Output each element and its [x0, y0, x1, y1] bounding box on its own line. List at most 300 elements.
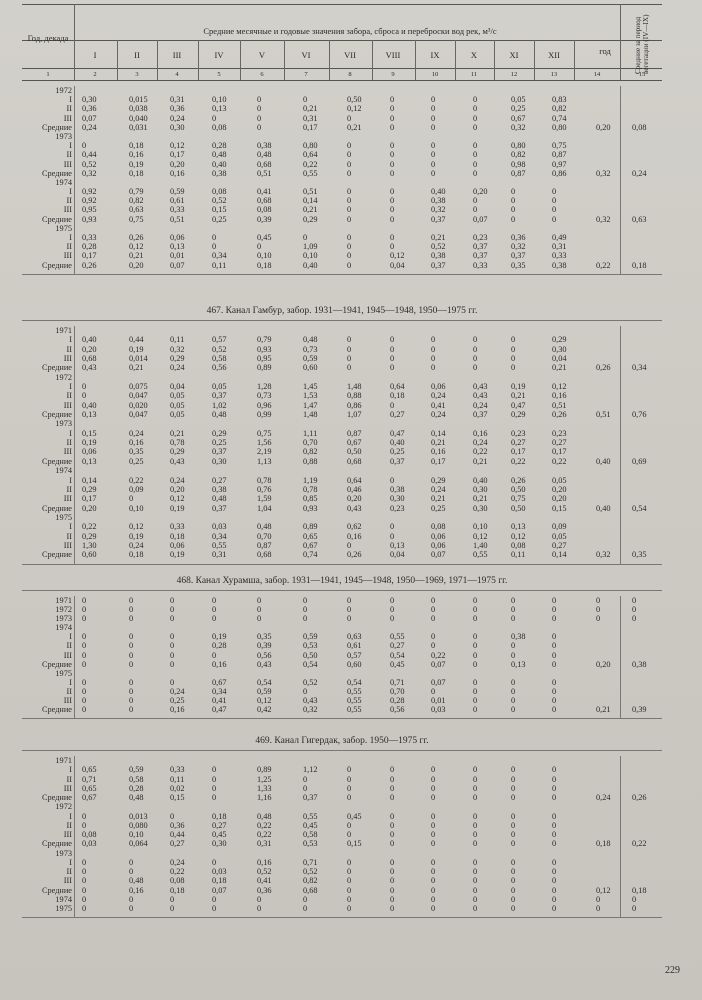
table-cell: 0,76	[632, 410, 647, 420]
table-cell: 0	[431, 774, 436, 784]
table-cell: 0	[431, 686, 436, 696]
table-cell: 0,12	[170, 141, 185, 151]
table-cell: 0,74	[552, 113, 567, 123]
table-cell: 0	[511, 793, 516, 802]
table-cell: 0	[473, 876, 478, 886]
table-cell: 0	[170, 641, 175, 651]
row-label: 1971	[55, 326, 72, 335]
table-cell: 0,48	[257, 150, 272, 160]
table-cell: 1,30	[82, 540, 97, 550]
table-cell: 0,24	[431, 484, 446, 494]
table-cell: 0,06	[431, 382, 446, 392]
table-cell: 0	[347, 793, 352, 802]
row-label: I	[69, 632, 72, 642]
table-cell: 0	[347, 774, 352, 784]
table-cell: 0,27	[212, 475, 227, 485]
table-cell: 0,015	[129, 95, 148, 105]
table-cell: 0	[129, 494, 134, 504]
table-cell: 0,52	[257, 867, 272, 876]
table-cell: 0,05	[511, 95, 526, 105]
table-cell: 0	[390, 522, 395, 532]
table-cell: 0,15	[82, 428, 97, 438]
table-cell: 0,29	[212, 428, 227, 438]
table-row	[22, 802, 662, 811]
row-label: I	[69, 428, 72, 438]
table-cell: 0,12	[596, 885, 611, 895]
row-label: Средние	[41, 793, 72, 802]
table-cell: 0	[303, 686, 308, 696]
table-cell: 0,29	[170, 447, 185, 457]
table-cell: 0	[390, 793, 395, 802]
row-label: Средние	[41, 214, 72, 224]
table-cell: 0	[212, 233, 217, 242]
table-cell: 0,52	[303, 867, 318, 876]
table-cell: 0,22	[129, 475, 144, 485]
table-cell: 0,99	[257, 410, 272, 420]
row-label: 1974	[55, 177, 72, 187]
table-cell: 0,24	[170, 686, 185, 696]
table-cell: 0,30	[552, 344, 567, 354]
table-row	[22, 696, 662, 705]
table-row	[22, 410, 662, 419]
table-cell: 0,075	[129, 382, 148, 392]
table-row	[22, 123, 662, 132]
table-cell: 0,21	[129, 363, 144, 373]
table-cell: 0	[390, 885, 395, 895]
table-cell: 0,37	[390, 456, 405, 466]
table-cell: 0	[431, 867, 436, 876]
table-row	[22, 438, 662, 447]
table-cell: 0,34	[632, 363, 647, 373]
table-cell: 0,58	[129, 774, 144, 784]
table-cell: 0	[212, 605, 217, 615]
table-cell: 0,10	[303, 251, 318, 261]
table-cell: 0	[552, 614, 557, 624]
table-cell: 0	[390, 122, 395, 132]
table-cell: 0,15	[170, 793, 185, 802]
table-cell: 0,56	[212, 363, 227, 373]
table-row	[22, 326, 662, 335]
table-cell: 0,06	[431, 531, 446, 541]
row-label: I	[69, 475, 72, 485]
table-cell: 0,40	[303, 260, 318, 270]
table-cell: 0,36	[257, 885, 272, 895]
table-cell: 0,32	[82, 168, 97, 178]
table-cell: 0,21	[303, 205, 318, 215]
table-cell: 0,79	[257, 335, 272, 345]
table-cell: 0	[473, 344, 478, 354]
table-cell: 0	[82, 605, 87, 615]
table-cell: 0,51	[552, 400, 567, 410]
row-label: I	[69, 335, 72, 345]
table-cell: 0,16	[347, 531, 362, 541]
table-cell: 0,82	[552, 104, 567, 114]
table-cell: 1,07	[347, 410, 362, 420]
table-cell: 0,08	[431, 522, 446, 532]
table-cell: 0	[170, 904, 175, 913]
table-cell: 0	[473, 335, 478, 345]
table-cell: 0,05	[212, 382, 227, 392]
table-cell: 0,57	[347, 650, 362, 660]
data-table	[22, 756, 662, 913]
table-cell: 0	[473, 205, 478, 215]
table-cell: 0	[511, 894, 516, 904]
table-row	[22, 178, 662, 187]
table-cell: 0	[390, 475, 395, 485]
table-cell: 0,21	[473, 494, 488, 504]
table-cell: 0	[511, 363, 516, 373]
table-cell: 0	[303, 596, 308, 605]
table-cell: 0,23	[473, 233, 488, 242]
table-row	[22, 793, 662, 802]
table-row	[22, 596, 662, 605]
table-cell: 0	[511, 677, 516, 687]
table-cell: 0,18	[170, 531, 185, 541]
table-cell: 0,064	[129, 839, 148, 849]
table-cell: 0	[431, 159, 436, 169]
table-row	[22, 605, 662, 614]
table-cell: 0,15	[552, 503, 567, 513]
table-cell: 0,20	[596, 659, 611, 669]
table-cell: 0	[552, 659, 557, 669]
table-cell: 0,68	[257, 159, 272, 169]
table-cell: 0	[473, 113, 478, 123]
table-cell: 0,21	[431, 233, 446, 242]
table-cell: 0,53	[303, 641, 318, 651]
table-cell: 0,013	[129, 811, 148, 821]
table-cell: 0	[431, 857, 436, 867]
table-cell: 0	[82, 820, 87, 830]
table-cell: 0,25	[212, 438, 227, 448]
table-cell: 0,23	[511, 428, 526, 438]
table-cell: 0	[552, 677, 557, 687]
section-title: 468. Канал Хурамша, забор. 1931—1941, 1945—1948, 1950—1969, 1971—1975 гг.	[176, 576, 508, 586]
table-cell: 0	[473, 839, 478, 849]
table-cell: 0	[552, 876, 557, 886]
table-cell: 0	[347, 354, 352, 364]
table-cell: 0	[390, 354, 395, 364]
table-cell: 0,27	[552, 438, 567, 448]
row-label: II	[66, 242, 72, 252]
table-cell: 0,34	[212, 686, 227, 696]
table-cell: 1,11	[303, 428, 318, 438]
table-cell: 0,16	[212, 659, 227, 669]
table-cell: 0	[129, 686, 134, 696]
table-cell: 0	[82, 904, 87, 913]
table-cell: 0	[129, 659, 134, 669]
table-cell: 0,63	[632, 214, 647, 224]
table-cell: 0	[212, 113, 217, 123]
table-cell: 0,87	[347, 428, 362, 438]
table-cell: 0	[511, 839, 516, 849]
header-year-total: год	[599, 46, 611, 56]
table-cell: 0	[212, 242, 217, 252]
table-cell: 0	[347, 540, 352, 550]
table-cell: 0	[347, 894, 352, 904]
table-cell: 0	[511, 876, 516, 886]
table-cell: 0	[473, 354, 478, 364]
header-main-title: Средние месячные и годовые значения забора, сброса и переброски вод рек, м³/с	[203, 26, 497, 36]
table-cell: 0	[303, 233, 308, 242]
data-table	[22, 86, 662, 270]
table-row	[22, 150, 662, 159]
table-cell: 0	[511, 686, 516, 696]
table-cell: 0,19	[170, 550, 185, 560]
table-row	[22, 541, 662, 550]
table-row	[22, 494, 662, 503]
table-cell: 0,40	[82, 400, 97, 410]
table-cell: 0	[347, 260, 352, 270]
table-cell: 0,22	[632, 839, 647, 849]
table-cell: 0,014	[129, 354, 148, 364]
table-cell: 0,45	[303, 820, 318, 830]
table-cell: 0	[552, 686, 557, 696]
table-cell: 0	[511, 705, 516, 715]
table-cell: 0,82	[129, 196, 144, 206]
table-cell: 0	[82, 650, 87, 660]
table-cell: 0	[390, 531, 395, 541]
table-cell: 0,37	[431, 260, 446, 270]
row-label: 1972	[55, 802, 72, 812]
table-cell: 0	[390, 150, 395, 160]
table-cell: 0	[596, 904, 601, 913]
table-cell: 0	[390, 187, 395, 197]
table-cell: 0,48	[129, 876, 144, 886]
row-label: 1973	[55, 848, 72, 858]
table-cell: 0,23	[390, 503, 405, 513]
table-cell: 0	[431, 894, 436, 904]
table-cell: 0,07	[431, 659, 446, 669]
table-cell: 0	[390, 141, 395, 151]
table-cell: 0,28	[390, 696, 405, 706]
table-cell: 0	[511, 354, 516, 364]
table-cell: 0	[347, 141, 352, 151]
table-row	[22, 95, 662, 104]
table-cell: 0,45	[212, 830, 227, 839]
table-row	[22, 215, 662, 224]
table-cell: 0	[390, 839, 395, 849]
row-label: I	[69, 677, 72, 687]
table-cell: 0,27	[552, 540, 567, 550]
table-cell: 0,71	[303, 857, 318, 867]
table-row	[22, 242, 662, 251]
table-cell: 0,040	[129, 113, 148, 123]
table-cell: 0,98	[511, 159, 526, 169]
table-cell: 0,32	[511, 122, 526, 132]
table-cell: 0,41	[212, 696, 227, 706]
table-cell: 0	[431, 904, 436, 913]
table-cell: 0,07	[431, 677, 446, 687]
table-cell: 0,16	[552, 391, 567, 401]
table-cell: 0	[170, 894, 175, 904]
table-cell: 0,26	[347, 550, 362, 560]
table-cell: 0	[82, 596, 87, 605]
table-cell: 0,24	[82, 122, 97, 132]
table-cell: 0,80	[303, 141, 318, 151]
table-cell: 0,31	[552, 242, 567, 252]
table-cell: 0	[347, 187, 352, 197]
table-cell: 0,93	[257, 344, 272, 354]
table-cell: 0	[511, 187, 516, 197]
table-cell: 0	[473, 150, 478, 160]
table-cell: 0	[473, 857, 478, 867]
row-label: Средние	[41, 410, 72, 420]
table-cell: 0,50	[347, 95, 362, 105]
table-cell: 0,71	[82, 774, 97, 784]
table-cell: 0	[431, 885, 436, 895]
table-cell: 0	[552, 857, 557, 867]
table-cell: 0,40	[212, 159, 227, 169]
table-cell: 0	[552, 705, 557, 715]
table-cell: 0,59	[303, 632, 318, 642]
table-cell: 0,05	[170, 391, 185, 401]
table-cell: 0	[431, 876, 436, 886]
table-cell: 0,21	[129, 251, 144, 261]
table-cell: 0,50	[347, 447, 362, 457]
table-cell: 0,06	[170, 540, 185, 550]
table-cell: 0	[511, 696, 516, 706]
table-cell: 0,28	[129, 783, 144, 793]
table-row	[22, 504, 662, 513]
table-cell: 0,70	[390, 686, 405, 696]
table-cell: 0	[473, 159, 478, 169]
table-cell: 0	[82, 391, 87, 401]
table-cell: 0,19	[212, 632, 227, 642]
row-label: III	[63, 696, 72, 706]
table-cell: 0,22	[170, 867, 185, 876]
table-cell: 0,26	[511, 475, 526, 485]
table-cell: 0	[170, 677, 175, 687]
table-cell: 0	[431, 113, 436, 123]
table-cell: 0,83	[552, 95, 567, 105]
table-cell: 0,29	[511, 410, 526, 420]
table-cell: 0	[257, 894, 262, 904]
table-cell: 0,17	[552, 447, 567, 457]
table-cell: 0,88	[303, 456, 318, 466]
table-cell: 0,20	[82, 503, 97, 513]
table-cell: 0	[473, 605, 478, 615]
section-title: 467. Канал Гамбур, забор. 1931—1941, 1945—1948, 1950—1975 гг.	[206, 306, 478, 316]
column-number: 13	[550, 71, 558, 78]
table-cell: 0	[82, 876, 87, 886]
table-cell: 0,56	[390, 705, 405, 715]
table-cell: 0,52	[431, 242, 446, 252]
table-cell: 0,48	[303, 335, 318, 345]
table-cell: 0,54	[632, 503, 647, 513]
table-cell: 0,48	[212, 150, 227, 160]
table-row	[22, 614, 662, 623]
table-cell: 0,03	[212, 522, 227, 532]
table-cell: 0,18	[596, 839, 611, 849]
table-cell: 0,43	[473, 391, 488, 401]
table-cell: 0,49	[552, 233, 567, 242]
table-cell: 0,31	[170, 95, 185, 105]
table-cell: 0,95	[257, 354, 272, 364]
table-cell: 1,33	[257, 783, 272, 793]
table-cell: 0,75	[552, 141, 567, 151]
table-cell: 0,43	[170, 456, 185, 466]
table-row	[22, 419, 662, 428]
table-cell: 0,04	[552, 354, 567, 364]
table-cell: 0	[257, 104, 262, 114]
table-cell: 0,12	[390, 251, 405, 261]
table-cell: 0	[473, 659, 478, 669]
table-cell: 0	[473, 885, 478, 895]
table-cell: 0	[82, 857, 87, 867]
row-label: 1974	[55, 894, 72, 904]
table-cell: 0,19	[129, 531, 144, 541]
table-cell: 0,58	[212, 354, 227, 364]
table-cell: 0,07	[170, 260, 185, 270]
column-number: 3	[135, 71, 139, 78]
table-cell: 0	[390, 783, 395, 793]
table-cell: 0,22	[303, 159, 318, 169]
header-month-2: II	[134, 50, 140, 60]
table-cell: 0,24	[431, 391, 446, 401]
table-cell: 0,30	[82, 95, 97, 105]
table-cell: 0,06	[82, 447, 97, 457]
table-cell: 0	[303, 783, 308, 793]
table-cell: 0	[431, 596, 436, 605]
table-cell: 0,12	[170, 494, 185, 504]
table-cell: 0	[473, 867, 478, 876]
table-cell: 0,60	[82, 550, 97, 560]
table-cell: 0,10	[473, 522, 488, 532]
table-cell: 0	[552, 205, 557, 215]
table-row	[22, 513, 662, 522]
table-row	[22, 132, 662, 141]
table-cell: 0,64	[303, 150, 318, 160]
table-cell: 0,13	[212, 104, 227, 114]
table-cell: 0	[431, 632, 436, 642]
table-cell: 0,17	[511, 447, 526, 457]
table-cell: 0,67	[511, 113, 526, 123]
table-cell: 0,44	[129, 335, 144, 345]
table-cell: 0,29	[82, 531, 97, 541]
table-cell: 0	[473, 596, 478, 605]
table-cell: 0,20	[129, 260, 144, 270]
table-cell: 0,89	[257, 363, 272, 373]
table-cell: 0,88	[347, 391, 362, 401]
table-cell: 0	[431, 335, 436, 345]
table-cell: 0,28	[82, 242, 97, 252]
table-cell: 0,63	[347, 632, 362, 642]
table-cell: 0,28	[212, 141, 227, 151]
table-cell: 0,33	[82, 233, 97, 242]
row-label: 1974	[55, 623, 72, 633]
table-cell: 0,60	[347, 659, 362, 669]
table-cell: 0,12	[552, 382, 567, 392]
table-cell: 0,17	[303, 122, 318, 132]
row-label: Средние	[41, 659, 72, 669]
row-label: III	[63, 400, 72, 410]
table-cell: 0,24	[170, 113, 185, 123]
table-cell: 0,37	[212, 391, 227, 401]
row-label: II	[66, 196, 72, 206]
table-cell: 0	[390, 113, 395, 123]
row-label: 1972	[55, 605, 72, 615]
table-cell: 0	[431, 765, 436, 775]
row-label: III	[63, 783, 72, 793]
table-cell: 0,33	[473, 260, 488, 270]
table-cell: 0,35	[511, 260, 526, 270]
header-month-8: VIII	[385, 50, 401, 60]
row-label: III	[63, 205, 72, 215]
table-cell: 0	[431, 344, 436, 354]
table-cell: 0,29	[170, 354, 185, 364]
table-cell: 0,68	[303, 885, 318, 895]
table-cell: 0	[212, 614, 217, 624]
